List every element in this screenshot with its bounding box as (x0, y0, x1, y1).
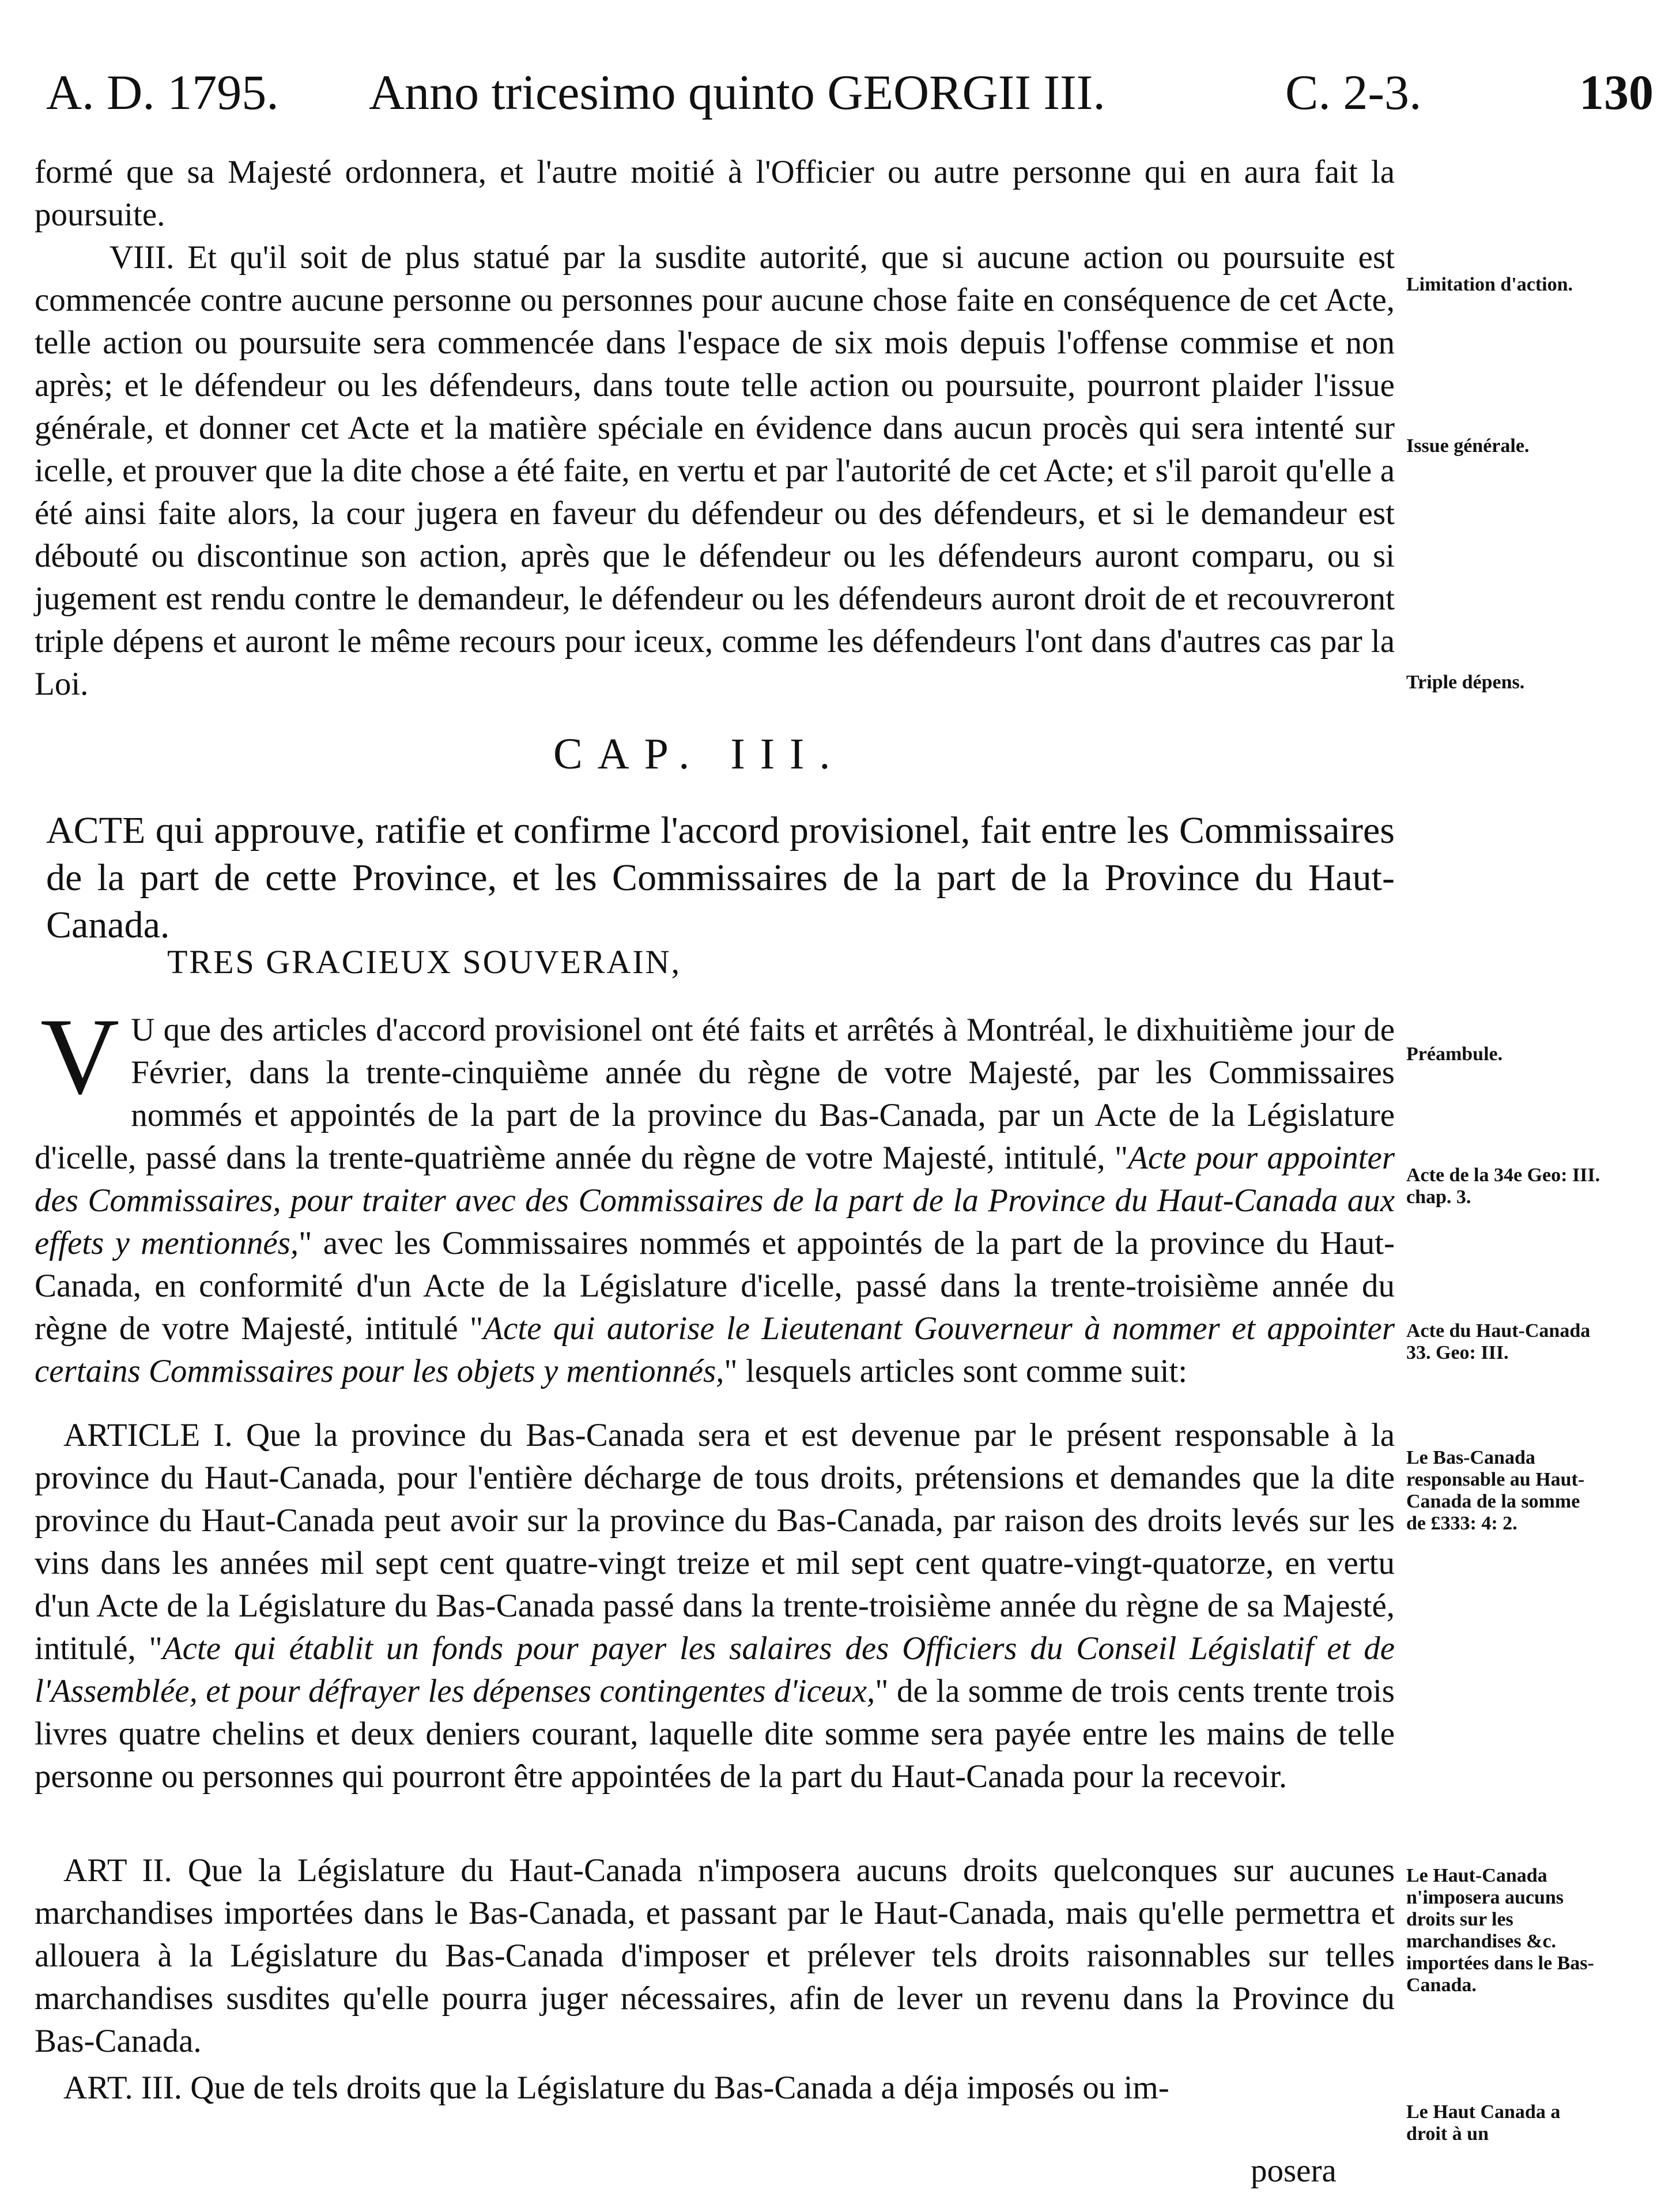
continuation-text: formé que sa Majesté ordonnera, et l'autre moitié à l'Officier ou autre personne qui en aura fait la poursuite. (35, 154, 1395, 233)
margin-note-limitation: Limitation d'action. (1406, 274, 1573, 295)
preamble-text-3: " lesquels articles sont comme suit: (724, 1353, 1188, 1389)
preamble (35, 996, 1395, 1393)
article-ii (35, 1849, 1395, 2063)
margin-note-preamble: Préambule. (1406, 1043, 1503, 1065)
article-i-text-2: " de la somme de trois cents trente trois livres quatre chelins et deux deniers courant, laquelle dite somme sera payée entre les mains de telle personne ou personnes qui pourront être appointées de la part du Haut-Canada pour la recevoir. (35, 1673, 1395, 1795)
preamble-text-1: U que des articles d'accord provisionel ont été faits et arrêtés à Montréal, le dixhuitième jour de Février, dans la trente-cinquième année du règne de votre Majesté, par les Commissaires nommés et appointés de la part de la province du Bas-Canada, par un Acte de la Législature d'icelle, passé dans la trente-quatrième année du règne de votre Majesté, intitulé, " (35, 1012, 1395, 1176)
section-viii (35, 236, 1395, 706)
running-head-title: Anno tricesimo quinto GEORGII III. (369, 65, 1105, 120)
margin-note-bas-canada: Le Bas-Canada responsable au Haut-Canada de la somme de £333: 4: 2. (1406, 1447, 1585, 1534)
article-iii-text: Que de tels droits que la Législature du Bas-Canada a déja imposés ou im- (190, 2070, 1169, 2106)
chapter-heading: CAP. III. (553, 730, 845, 778)
article-i-text-1: Que la province du Bas-Canada sera et est devenue par le présent responsable à la province du Haut-Canada, pour l'entière décharge de tous droits, prétensions et demandes que la dite province du Haut-Canada peut avoir sur la province du Bas-Canada, par raison des droits levés sur les vins dans les années mil sept cent quatre-vingt treize et mil sept cent quatre-vingt-quatorze, en vertu d'un Acte de la Législature du Bas-Canada passé dans la trente-troisième année du règne de sa Majesté, intitulé, " (35, 1417, 1395, 1667)
running-head (46, 55, 1654, 130)
continuation-paragraph (35, 151, 1395, 236)
margin-note-haut-canada-droit: Le Haut Canada a droit à un (1406, 2101, 1561, 2145)
section-viii-text: VIII. Et qu'il soit de plus statué par la susdite autorité, que si aucune action ou poursuite est commencée contre aucune personne ou personnes pour aucune chose faite en conséquence de cet Acte, telle action ou poursuite sera commencée dans l'espace de six mois depuis l'offense commise et non après; et le défendeur ou les défendeurs, dans toute telle action ou poursuite, pourront plaider l'issue générale, et donner cet Acte et la matière spéciale en évidence dans aucun procès qui sera intenté sur icelle, et prouver que la dite chose a été faite, en vertu et par l'autorité de cet Acte; et s'il paroit qu'elle a été ainsi faite alors, la cour jugera en faveur du défendeur ou des défendeurs, et si le demandeur est débouté ou discontinue son action, après que le défendeur ou les défendeurs auront comparu, ou si jugement est rendu contre le demandeur, le défendeur ou les défendeurs auront droit de et recouvreront triple dépens et auront le même recours pour iceux, comme les défendeurs l'ont dans d'autres cas par la Loi. (35, 239, 1395, 702)
article-iii-label: ART. III. (63, 2070, 183, 2106)
article-i (35, 1414, 1395, 1798)
article-iii (35, 2067, 1395, 2109)
salutation: TRES GRACIEUX SOUVERAIN, (167, 943, 682, 981)
margin-note-triple: Triple dépens. (1406, 672, 1525, 693)
act-title: ACTE qui approuve, ratifie et confirme l'accord provisionel, fait entre les Commissaires de la part de cette Province, et les Commissaires de la part de la Province du Haut-Canada. (46, 809, 1395, 946)
article-i-quote: Acte qui établit un fonds pour payer les salaires des Officiers du Conseil Législatif et de l'Assemblée, et pour défrayer les dépenses contingentes d'iceux, (35, 1630, 1395, 1709)
article-i-label: ARTICLE I. (63, 1417, 233, 1453)
preamble-quote-2: Acte qui autorise le Lieutenant Gouverneur à nommer et appointer certains Commissaires pour les objets y mentionnés, (35, 1310, 1395, 1389)
margin-note-acte34: Acte de la 34e Geo: III. chap. 3. (1406, 1165, 1600, 1208)
margin-note-acte33: Acte du Haut-Canada 33. Geo: III. (1406, 1320, 1591, 1363)
preamble-text-2: " avec les Commissaires nommés et appointés de la part de la province du Haut-Canada, en conformité d'un Acte de la Législature d'icelle, passé dans la trente-troisième année du règne de votre Majesté, intitulé " (35, 1225, 1395, 1347)
margin-note-haut-canada: Le Haut-Canada n'imposera aucuns droits sur les marchandises &c. importées dans le Bas-Canada. (1406, 1865, 1594, 1996)
margin-note-issue: Issue générale. (1406, 435, 1530, 457)
catchword: posera (1251, 2153, 1337, 2189)
page-number: 130 (1579, 65, 1654, 120)
running-head-chapter: C. 2-3. (1285, 65, 1422, 120)
drop-cap: V (40, 996, 120, 1117)
article-ii-text: Que la Législature du Haut-Canada n'imposera aucuns droits quelconques sur aucunes marchandises importées dans le Bas-Canada, et passant par le Haut-Canada, mais qu'elle permettra et allouera à la Législature du Bas-Canada d'imposer et prélever tels droits raisonnables sur telles marchandises susdites qu'elle pourra juger nécessaires, afin de lever un revenu dans la Province du Bas-Canada. (35, 1852, 1395, 2059)
preamble-quote-1: Acte pour appointer des Commissaires, pour traiter avec des Commissaires de la part de la Province du Haut-Canada aux effets y mentionnés, (35, 1140, 1395, 1261)
running-head-year: A. D. 1795. (46, 65, 279, 120)
article-ii-label: ART II. (63, 1852, 172, 1889)
